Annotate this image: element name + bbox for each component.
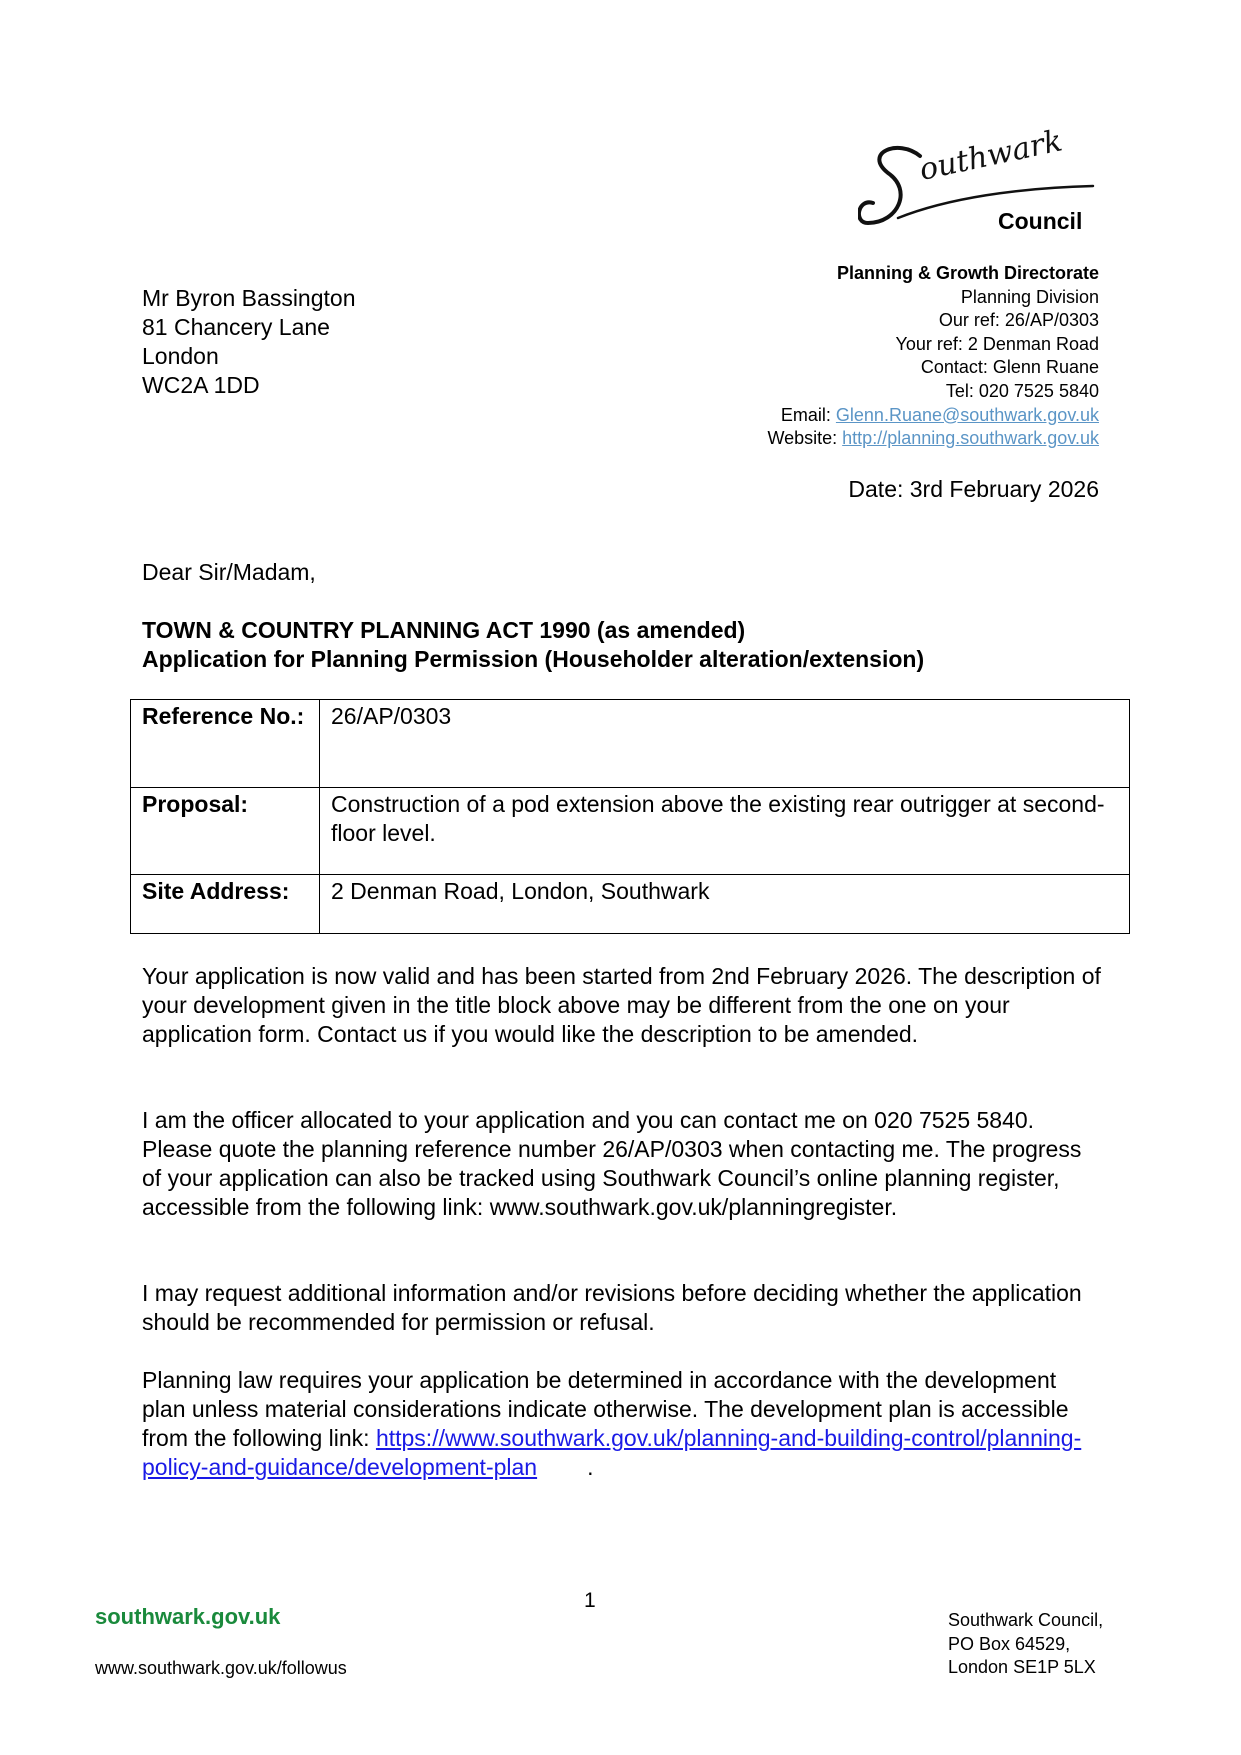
footer-address-line: London SE1P 5LX <box>948 1657 1096 1677</box>
footer-site-link[interactable]: southwark.gov.uk <box>95 1604 281 1629</box>
proposal-label: Proposal: <box>131 788 320 875</box>
telephone: Tel: 020 7525 5840 <box>945 380 1099 401</box>
sender-contact-block <box>767 262 1099 451</box>
salutation: Dear Sir/Madam, <box>142 559 316 585</box>
footer-followus-link[interactable]: www.southwark.gov.uk/followus <box>95 1658 347 1678</box>
application-details-table <box>130 699 1130 934</box>
footer-postal-address <box>948 1609 1103 1680</box>
recipient-city: London <box>142 343 219 369</box>
paragraph-officer-contact: I am the officer allocated to your application and you can contact me on 020 7525 5840. Please quote the planning reference number 26/AP/0303 when contacting me. The progress of your application can also be tracked using Southwark Council’s online planning register, accessible from the following link: www.southwark.gov.uk/planningregister. <box>142 1107 1082 1220</box>
paragraph-additional-info: I may request additional information and/or revisions before deciding whether the application should be recommended for permission or refusal. <box>142 1280 1082 1335</box>
recipient-postcode: WC2A 1DD <box>142 372 260 398</box>
directorate: Planning & Growth Directorate <box>836 263 1099 283</box>
our-ref: Our ref: 26/AP/0303 <box>938 310 1099 331</box>
site-address-value: 2 Denman Road, London, Southwark <box>320 875 1130 934</box>
footer-address-line: Southwark Council, <box>948 1610 1104 1630</box>
logo-council-text: Council <box>998 208 1083 234</box>
division: Planning Division <box>960 286 1099 307</box>
contact-name: Contact: Glenn Ruane <box>920 357 1099 378</box>
footer-address-line: PO Box 64529, <box>948 1633 1071 1654</box>
proposal-value: Construction of a pod extension above the existing rear outrigger at second-floor level. <box>320 788 1130 875</box>
table-row <box>131 700 1130 788</box>
letter-date: Date: 3rd February 2026 <box>848 476 1099 502</box>
website-line <box>767 427 1099 451</box>
heading-application-type: Application for Planning Permission (Householder alteration/extension) <box>142 646 925 672</box>
recipient-address <box>142 284 355 400</box>
website-label: Website: <box>767 428 843 449</box>
page-number: 1 <box>584 1589 596 1612</box>
reference-value: 26/AP/0303 <box>320 700 1130 788</box>
paragraph-validity: Your application is now valid and has been started from 2nd February 2026. The description of your development given in the title block above may be different from the one on your application form. Contact us if you would like the description to be amended. <box>142 963 1101 1047</box>
recipient-name: Mr Byron Bassington <box>142 285 356 311</box>
recipient-street: 81 Chancery Lane <box>142 314 330 340</box>
development-plan-link[interactable]: https://www.southwark.gov.uk/planning-and-building-control/planning-policy-and-guidance/development-plan <box>142 1425 1082 1480</box>
email-label: Email: <box>780 404 836 425</box>
website-link[interactable]: http://planning.southwark.gov.uk <box>842 428 1099 449</box>
heading-act: TOWN & COUNTRY PLANNING ACT 1990 (as amended) <box>142 617 746 643</box>
email-link[interactable]: Glenn.Ruane@southwark.gov.uk <box>835 404 1099 425</box>
paragraph-development-plan <box>142 1366 1102 1482</box>
reference-label: Reference No.: <box>131 700 320 788</box>
table-row <box>131 788 1130 875</box>
table-row <box>131 875 1130 934</box>
letter-heading <box>142 616 924 674</box>
site-address-label: Site Address: <box>131 875 320 934</box>
trailing-period: . <box>587 1454 594 1480</box>
svg-text:outhwark: outhwark <box>916 128 1066 188</box>
email-line <box>767 404 1099 428</box>
your-ref: Your ref: 2 Denman Road <box>895 333 1099 354</box>
southwark-council-logo <box>858 128 1098 238</box>
development-plan-text: Planning law requires your application be determined in accordance with the development plan unless material considerations indicate otherwise. The development plan is accessible from the following link: <box>142 1367 1069 1451</box>
